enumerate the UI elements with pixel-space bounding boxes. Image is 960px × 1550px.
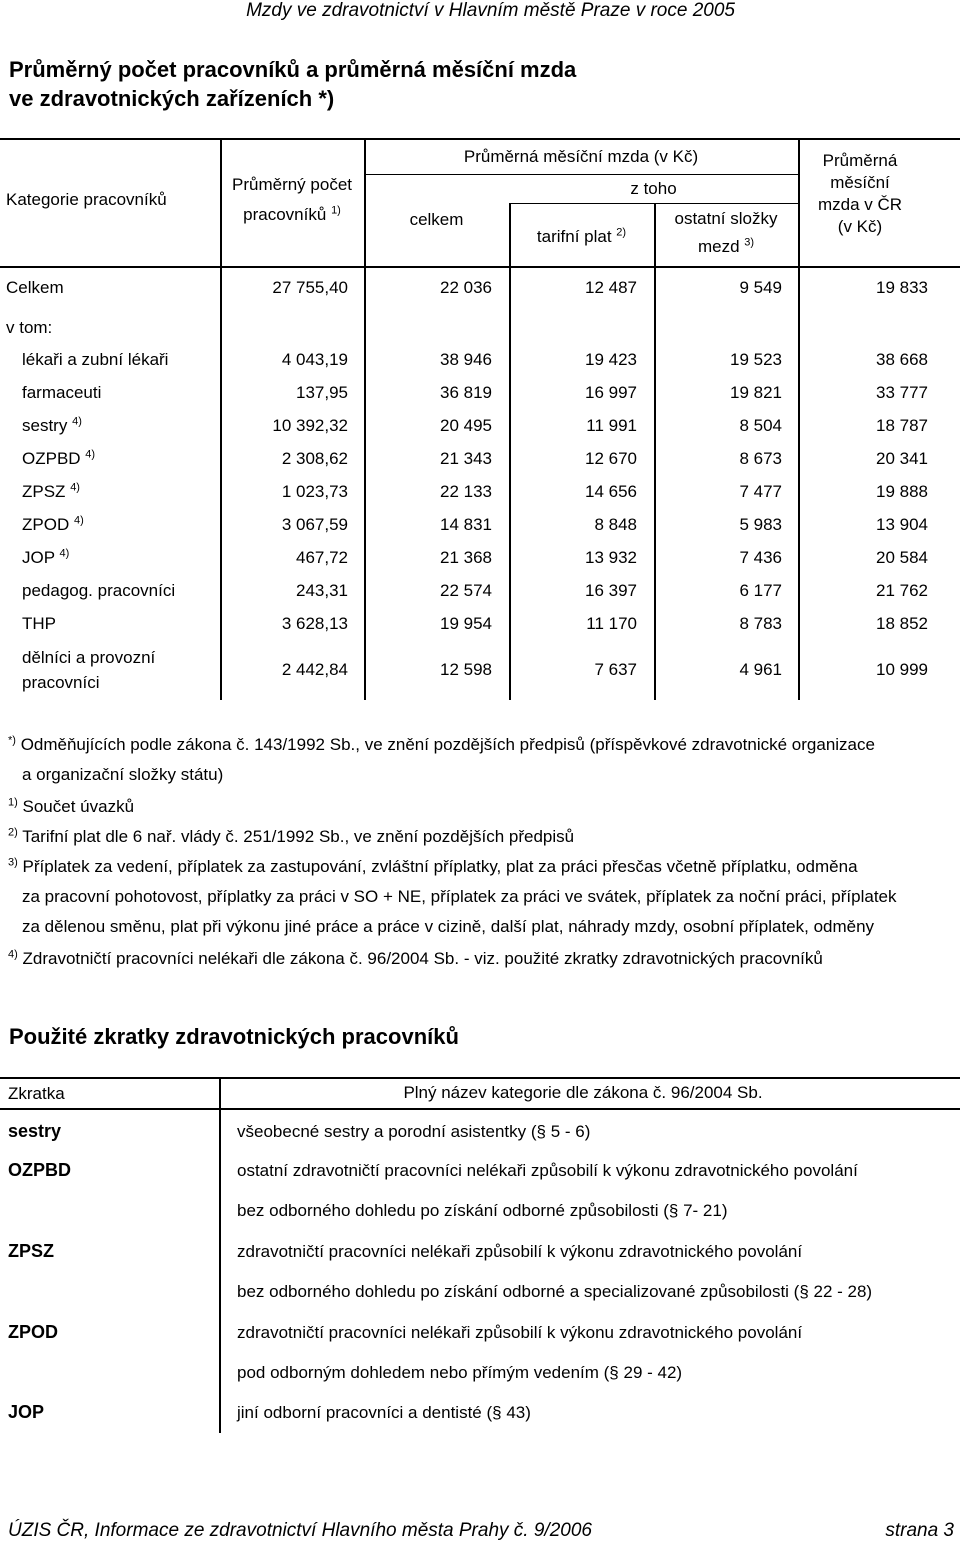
row-3-total: 21 343 [440,449,492,468]
row-7-tariff: 16 397 [585,581,637,600]
row-6-other: 7 436 [739,548,782,567]
abbr-key-1: OZPBD [8,1160,71,1180]
abbr-desc-3-line1: zdravotničtí pracovníci nelékaři způsobilí k výkonu zdravotnického povolání [237,1323,803,1342]
abbr-desc-1-line1: ostatní zdravotničtí pracovníci nelékaři způsobilí k výkonu zdravotnického povolání [237,1161,858,1180]
footer-source: ÚZIS ČR, Informace ze zdravotnictví Hlavního města Prahy č. 9/2006 [8,1520,592,1541]
row-3-cr: 20 341 [876,449,928,468]
last-row-tariff: 7 637 [594,660,637,679]
col-header-avg-count [220,174,364,226]
row-8-label: THP [22,614,56,633]
col-header-tariff: tarifní plat $^{2)}$ [536,226,627,246]
row-5-total: 14 831 [440,515,492,534]
abbr-key-0: sestry [8,1121,62,1141]
last-row-total: 12 598 [440,660,492,679]
hrule-wage-group [364,174,798,175]
row-0-count: 4 043,19 [281,350,348,369]
row-7-total: 22 574 [440,581,492,600]
col-header-avg-count-line1: Průměrný počet [232,175,352,194]
row-2-count: 10 392,32 [272,416,348,435]
row-1-count: 137,95 [296,383,348,402]
table-top-rule [0,138,960,140]
col-header-cr: Průměrná měsíční mzda v ČR (v Kč) [817,151,903,236]
footnote-1: $^{1)}$ Součet úvazků [8,796,135,816]
abbr-key-4: JOP [8,1402,45,1422]
row-3-tariff: 12 670 [585,449,637,468]
row-4-label: ZPSZ $^{4)}$ [22,481,80,501]
row-8-count: 3 628,13 [281,614,348,633]
row-2-other: 8 504 [739,416,782,435]
table-header-bottom-rule [0,266,960,268]
row-2-label: sestry $^{4)}$ [22,415,82,435]
row-7-other: 6 177 [739,581,782,600]
row-2-cr: 18 787 [876,416,928,435]
abbr-title: Použité zkratky zdravotnických pracovníků [9,1024,459,1049]
last-row-cr: 10 999 [876,660,928,679]
last-row-label-line1: dělníci a provozní [22,648,156,667]
abbr-col-header-full: Plný název kategorie dle zákona č. 96/2004 Sb. [403,1083,763,1102]
page-title-line-2: ve zdravotnických zařízeních *) [9,86,335,111]
row-2-tariff: 11 991 [586,416,637,435]
footnote-star-cont: a organizační složky státu) [22,765,224,784]
row-5-cr: 13 904 [876,515,928,534]
row-1-cr: 33 777 [876,383,928,402]
row-3-other: 8 673 [739,449,782,468]
row-1-total: 36 819 [440,383,492,402]
row-0-other: 19 523 [730,350,782,369]
row-5-tariff: 8 848 [594,515,637,534]
row-4-tariff: 14 656 [585,482,637,501]
abbr-desc-2-line2: bez odborného dohledu po získání odborné a specializované způsobilosti (§ 22 - 28) [237,1282,873,1301]
row-5-count: 3 067,59 [281,515,348,534]
abbr-desc-0-line1: všeobecné sestry a porodní asistentky (§ 5 - 6) [237,1122,591,1141]
abbr-top-rule [0,1077,960,1079]
row-8-cr: 18 852 [876,614,928,633]
row-7-cr: 21 762 [876,581,928,600]
footnote-3-cont2: za dělenou směnu, plat při výkonu jiné práce a práce v cizině, další plat, náhrady mzdy, osobní příplatek, odměny [22,917,875,936]
abbr-key-3: ZPOD [8,1322,59,1342]
row-8-tariff: 11 170 [586,614,637,633]
row-6-label: JOP $^{4)}$ [22,547,70,567]
col-header-category: Kategorie pracovníků [6,190,167,209]
abbr-desc-1-line2: bez odborného dohledu po získání odborné způsobilosti (§ 7- 21) [237,1201,728,1220]
row-7-label: pedagog. pracovníci [22,581,176,600]
row-6-total: 21 368 [440,548,492,567]
row-0-label: lékaři a zubní lékaři [22,350,169,369]
row-1-other: 19 821 [730,383,782,402]
hrule-of-which [509,203,798,204]
abbr-vrule [219,1077,221,1433]
row-1-tariff: 16 997 [585,383,637,402]
footnote-3: $^{3)}$ Příplatek za vedení, příplatek za zastupování, zvláštní příplatky, plat za práci přesčas včetně příplatku, odměna [8,856,858,876]
total-row-cr: 19 833 [876,278,928,297]
footnote-star: *) Odměňujících podle zákona č. 143/1992 Sb., ve znění pozdějších předpisů (příspěvkové zdravotnické organizace [8,734,875,754]
row-2-total: 20 495 [440,416,492,435]
row-6-cr: 20 584 [876,548,928,567]
of-which-label: v tom: [6,318,53,337]
last-row-label-line2: pracovníci [22,673,100,692]
footnote-4: $^{4)}$ Zdravotničtí pracovníci nelékaři dle zákona č. 96/2004 Sb. - viz. použité zkratky zdravotnických pracovníků [8,948,823,968]
col-header-avg-count-line2: pracovníků $^{1)}$ [243,204,341,224]
col-header-wage-group: Průměrná měsíční mzda (v Kč) [463,147,699,166]
row-6-count: 467,72 [296,548,348,567]
last-row-count: 2 442,84 [281,660,348,679]
row-5-other: 5 983 [739,515,782,534]
row-0-cr: 38 668 [876,350,928,369]
col-header-of-which: z toho [630,179,677,198]
row-6-tariff: 13 932 [585,548,637,567]
footer-page-number: strana 3 [885,1520,954,1541]
abbr-desc-2-line1: zdravotničtí pracovníci nelékaři způsobilí k výkonu zdravotnického povolání [237,1242,803,1261]
row-0-tariff: 19 423 [585,350,637,369]
row-5-label: ZPOD $^{4)}$ [22,514,84,534]
total-row-label: Celkem [6,278,64,297]
row-0-total: 38 946 [440,350,492,369]
row-8-other: 8 783 [739,614,782,633]
row-4-total: 22 133 [440,482,492,501]
col-header-other: ostatní složky mezd $^{3)}$ [674,209,778,256]
last-row-other: 4 961 [739,660,782,679]
abbr-desc-4-line1: jiní odborní pracovníci a dentisté (§ 43) [237,1403,531,1422]
row-3-label: OZPBD $^{4)}$ [22,448,96,468]
row-1-label: farmaceuti [22,383,102,402]
abbr-desc-3-line2: pod odborným dohledem nebo přímým vedením (§ 29 - 42) [237,1363,683,1382]
row-8-total: 19 954 [440,614,492,633]
footnote-3-cont1: za pracovní pohotovost, příplatky za práci v SO + NE, příplatek za práci ve svátek, příplatek za noční práci, příplatek [22,887,897,906]
total-row-total: 22 036 [440,278,492,297]
running-header: Mzdy ve zdravotnictví v Hlavním městě Praze v roce 2005 [246,0,735,21]
row-4-cr: 19 888 [876,482,928,501]
row-4-count: 1 023,73 [281,482,348,501]
row-4-other: 7 477 [739,482,782,501]
row-3-count: 2 308,62 [281,449,348,468]
total-row-count: 27 755,40 [272,278,348,297]
page-title-line-1: Průměrný počet pracovníků a průměrná měsíční mzda [9,57,577,82]
footnote-2: $^{2)}$ Tarifní plat dle 6 nař. vlády č. 251/1992 Sb., ve znění pozdějších předpisů [8,826,575,846]
abbr-header-rule [0,1108,960,1110]
col-header-total: celkem [409,210,464,229]
abbr-key-2: ZPSZ [8,1241,55,1261]
total-row-tariff: 12 487 [585,278,637,297]
abbr-col-header-abbr: Zkratka [8,1084,65,1103]
row-7-count: 243,31 [296,581,348,600]
total-row-other: 9 549 [739,278,782,297]
